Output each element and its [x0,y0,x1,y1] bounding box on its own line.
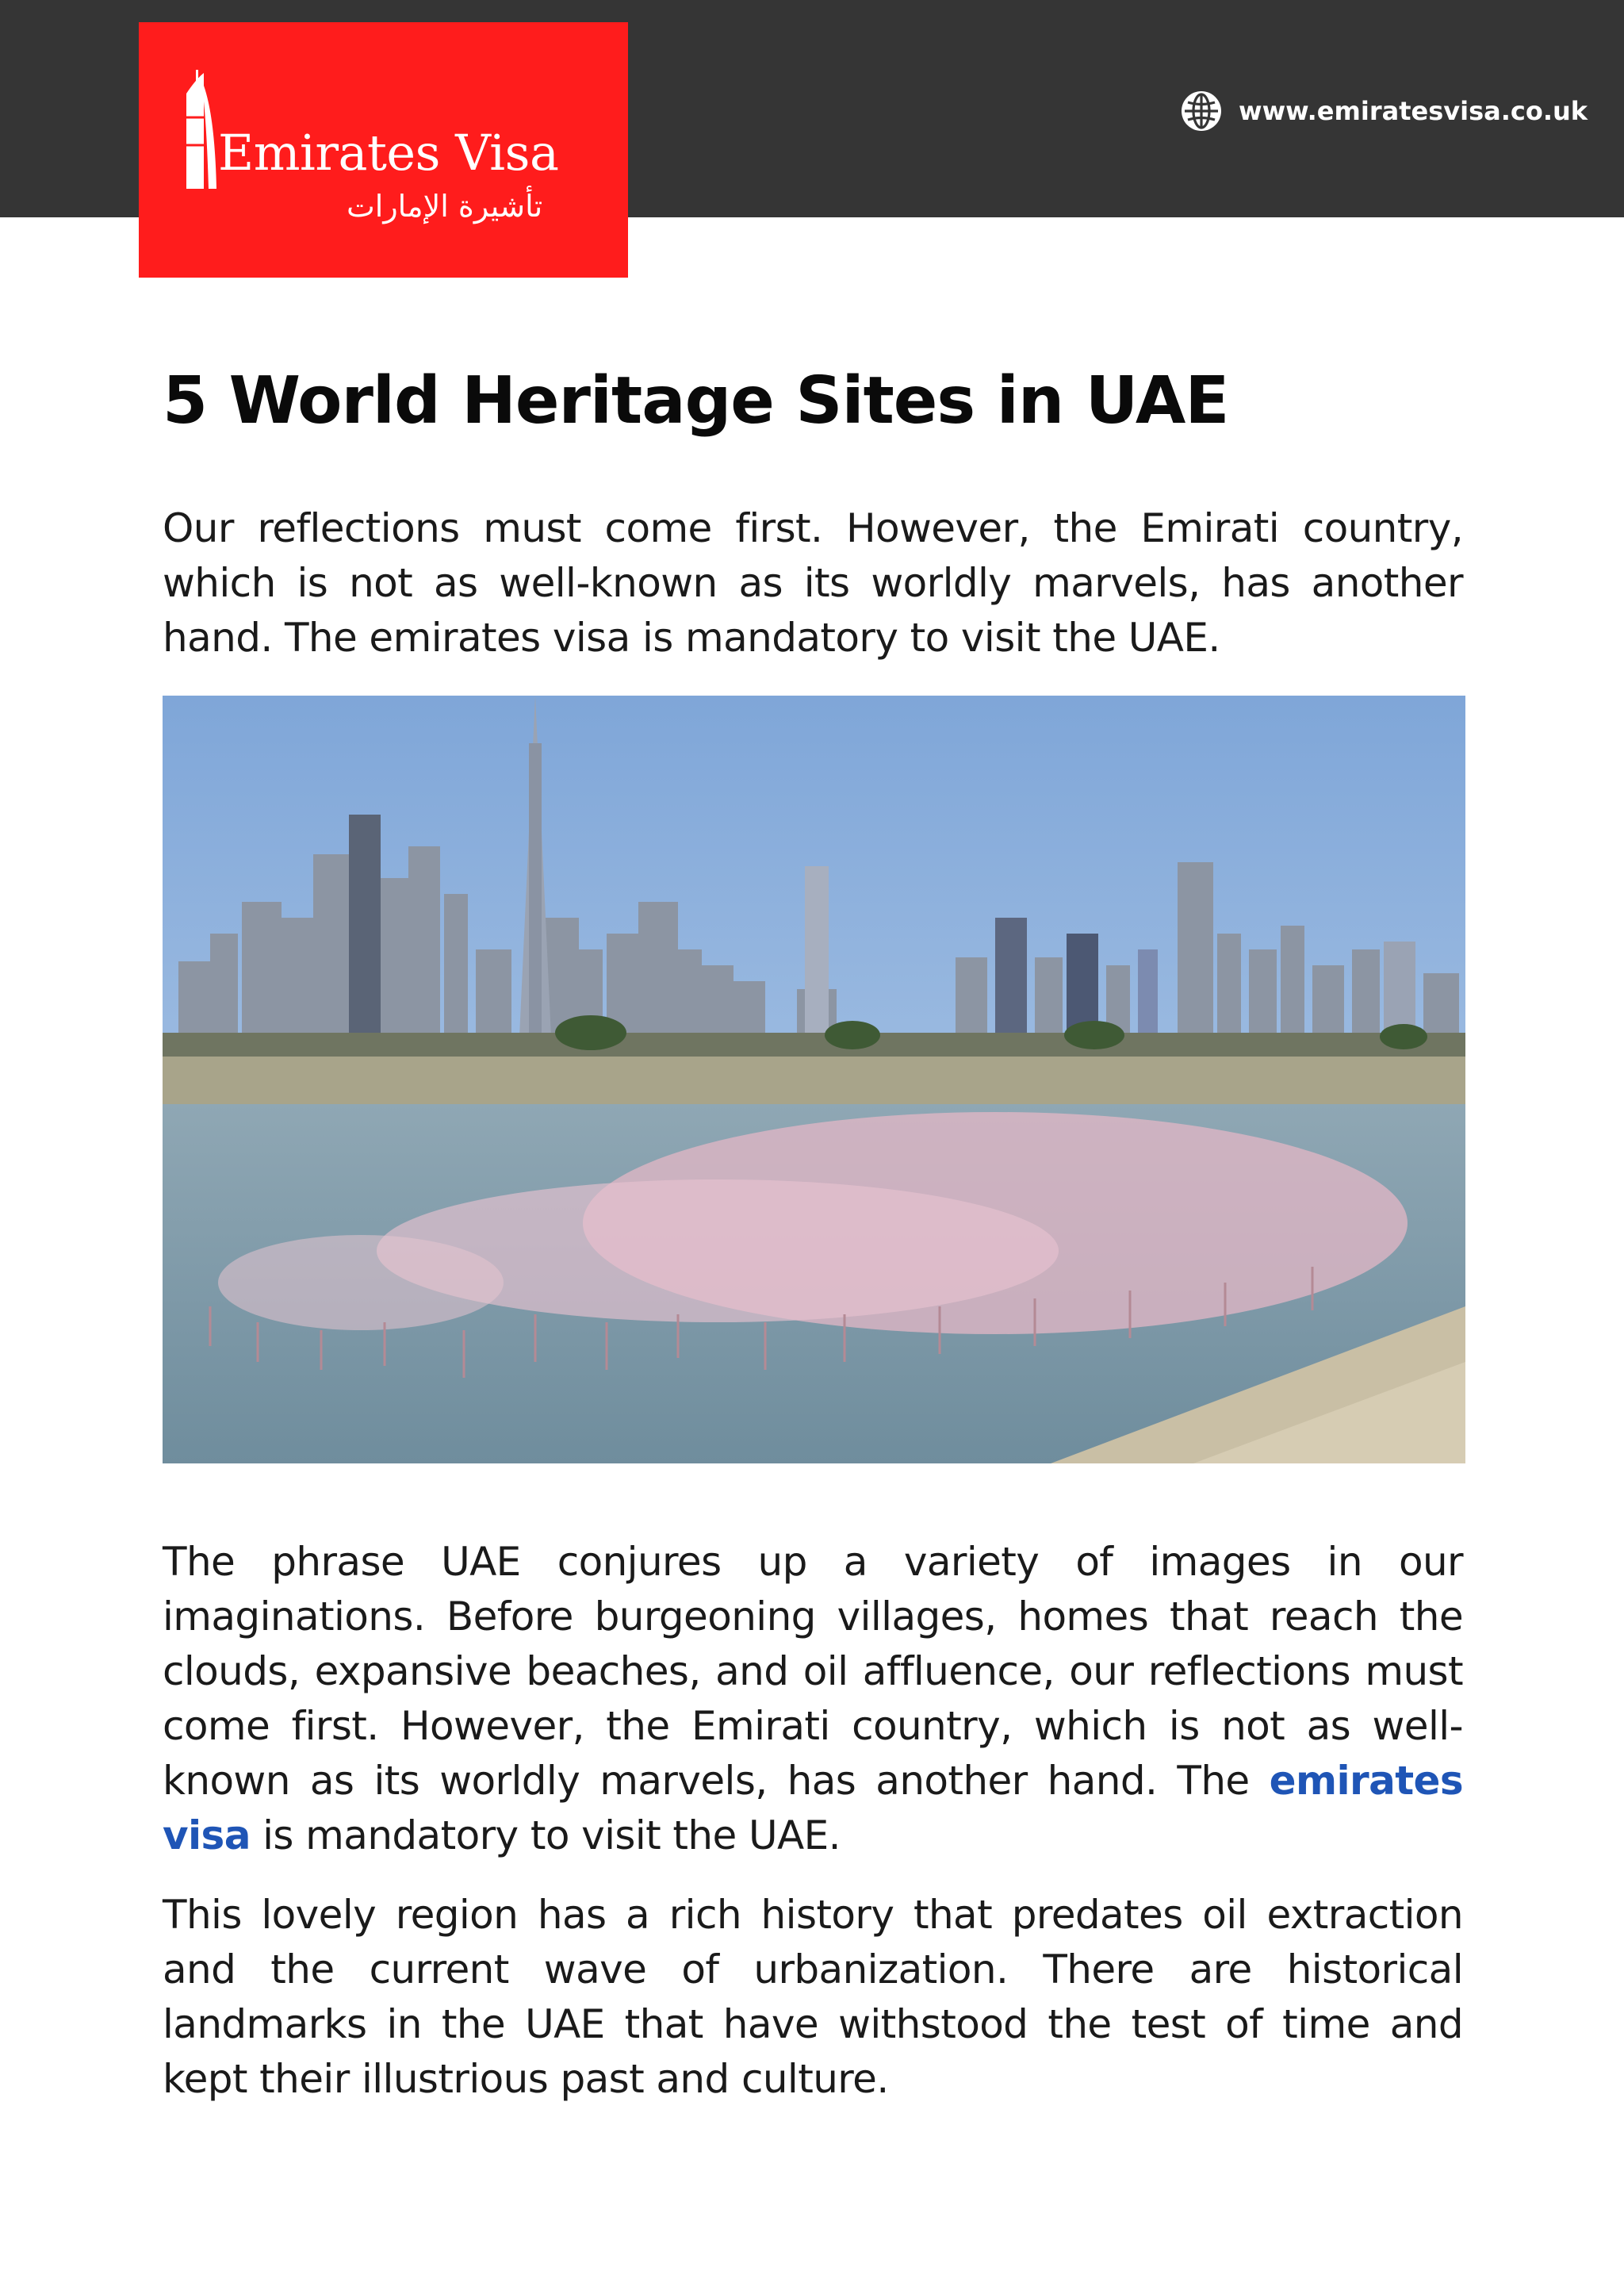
paragraph-text: The phrase UAE conjures up a variety of images in our imaginations. Before burgeoning villages, homes that reach the clouds, expansive beaches, and oil affluence, our reflections must come first. However, the Emirati country, which is not as well-known as its worldly marvels, has another hand. The [163,1539,1463,1804]
burj-al-arab-icon [180,70,218,189]
website-url: www.emiratesvisa.co.uk [1239,96,1588,126]
brand-logo[interactable] [139,22,628,278]
body-paragraph-2: This lovely region has a rich history that predates oil extraction and the current wave of urbanization. There are historical landmarks in the UAE that have withstood the test of time and kept their illustrious past and culture. [163,1892,1463,2102]
website-link[interactable] [1180,90,1588,132]
paragraph-text: is mandatory to visit the UAE. [250,1812,841,1858]
globe-icon [1180,90,1223,132]
emirates-visa-link[interactable]: emirates visa [163,1758,1463,1858]
body-paragraph-1 [163,1535,1463,1863]
page-title: 5 World Heritage Sites in UAE [163,363,1229,439]
article-photo [163,696,1465,1463]
brand-arabic-name: تأشيرة الإمارات [347,189,543,224]
brand-name: Emirates Visa [218,124,559,182]
intro-paragraph: Our reflections must come first. However, the Emirati country, which is not as well-known as its worldly marvels, has another hand. The emirates visa is mandatory to visit the UAE. [163,505,1463,661]
